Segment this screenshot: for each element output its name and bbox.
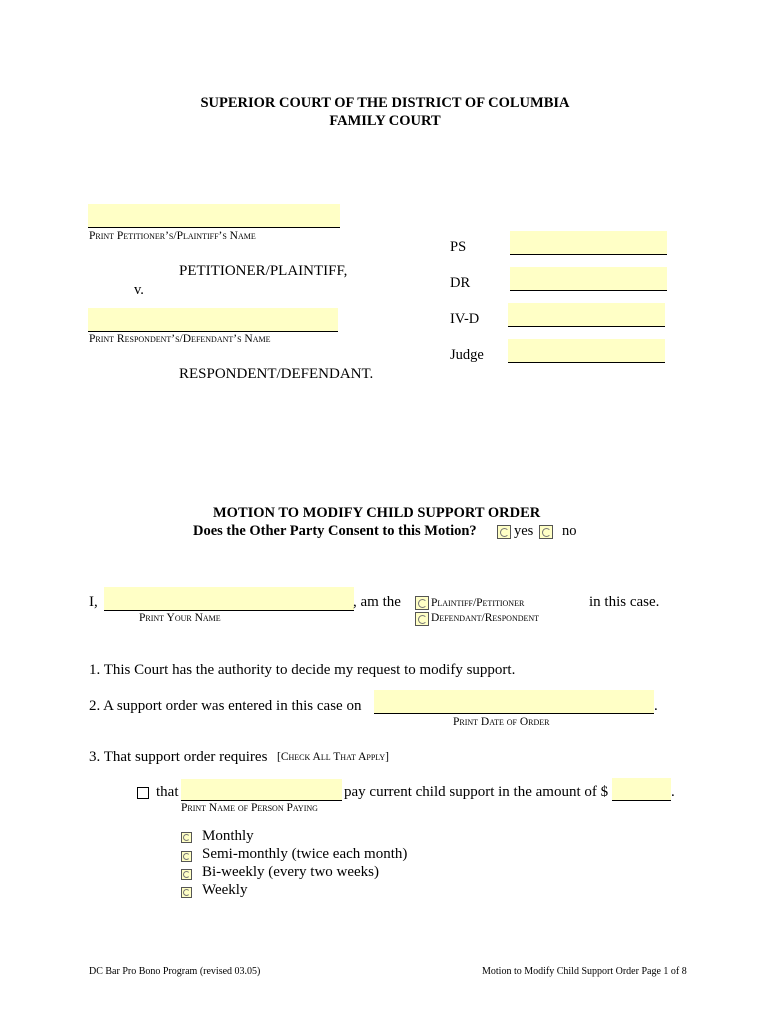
item-3-note: [Check All That Apply] xyxy=(277,751,389,763)
consent-yes-label: yes xyxy=(514,523,534,539)
bi-weekly-label: Bi-weekly (every two weeks) xyxy=(202,864,380,880)
footer-right: Motion to Modify Child Support Order Page 1 of 8 xyxy=(482,966,687,977)
your-name-label: Print Your Name xyxy=(139,612,221,624)
ps-label: PS xyxy=(450,239,467,255)
respondent-name-label: Print Respondent’s/Defendant’s Name xyxy=(89,333,271,345)
pay-end: . xyxy=(671,784,675,800)
amount-field[interactable] xyxy=(612,778,671,801)
bi-weekly-radio[interactable] xyxy=(181,869,192,880)
consent-no-radio[interactable] xyxy=(539,525,553,539)
petitioner-role: PETITIONER/PLAINTIFF, xyxy=(179,263,348,279)
dr-field[interactable] xyxy=(510,267,667,291)
pay-text: pay current child support in the amount of $ xyxy=(344,784,609,800)
weekly-label: Weekly xyxy=(202,882,248,898)
item-2-period: . xyxy=(654,698,658,714)
judge-field[interactable] xyxy=(508,339,665,363)
support-checkbox[interactable] xyxy=(137,787,149,799)
consent-question: Does the Other Party Consent to this Motion? xyxy=(193,523,477,539)
order-date-label: Print Date of Order xyxy=(453,716,550,728)
respondent-name-field[interactable] xyxy=(88,308,338,332)
ivd-label: IV-D xyxy=(450,311,480,327)
payer-name-label: Print Name of Person Paying xyxy=(181,802,318,814)
weekly-radio[interactable] xyxy=(181,887,192,898)
versus: v. xyxy=(134,282,144,298)
item-3-text: 3. That support order requires xyxy=(89,749,268,765)
payer-name-field[interactable] xyxy=(181,779,342,801)
consent-yes-radio[interactable] xyxy=(497,525,511,539)
item-2-text: 2. A support order was entered in this case on xyxy=(89,698,362,714)
monthly-label: Monthly xyxy=(202,828,254,844)
semi-monthly-radio[interactable] xyxy=(181,851,192,862)
your-name-field[interactable] xyxy=(104,587,354,611)
defendant-radio[interactable] xyxy=(415,612,429,626)
footer-left: DC Bar Pro Bono Program (revised 03.05) xyxy=(89,966,261,977)
item-1: 1. This Court has the authority to decide my request to modify support. xyxy=(89,662,516,678)
motion-title: MOTION TO MODIFY CHILD SUPPORT ORDER xyxy=(213,505,541,521)
in-this-case: in this case. xyxy=(589,594,660,610)
consent-no-label: no xyxy=(562,523,577,539)
judge-label: Judge xyxy=(450,347,484,363)
ivd-field[interactable] xyxy=(508,303,665,327)
i-text: I, xyxy=(89,594,98,610)
plaintiff-radio[interactable] xyxy=(415,596,429,610)
court-division: FAMILY COURT xyxy=(329,113,441,129)
respondent-role: RESPONDENT/DEFENDANT. xyxy=(179,366,374,382)
order-date-field[interactable] xyxy=(374,690,654,714)
defendant-label: Defendant/Respondent xyxy=(431,612,540,624)
court-name: SUPERIOR COURT OF THE DISTRICT OF COLUMBIA xyxy=(200,95,570,111)
monthly-radio[interactable] xyxy=(181,832,192,843)
that-text: that xyxy=(156,784,179,800)
semi-monthly-label: Semi-monthly (twice each month) xyxy=(202,846,408,862)
petitioner-name-field[interactable] xyxy=(88,204,340,228)
ps-field[interactable] xyxy=(510,231,667,255)
petitioner-name-label: Print Petitioner’s/Plaintiff’s Name xyxy=(89,230,256,242)
am-the-text: , am the xyxy=(353,594,401,610)
dr-label: DR xyxy=(450,275,471,291)
plaintiff-label: Plaintiff/Petitioner xyxy=(431,597,525,609)
